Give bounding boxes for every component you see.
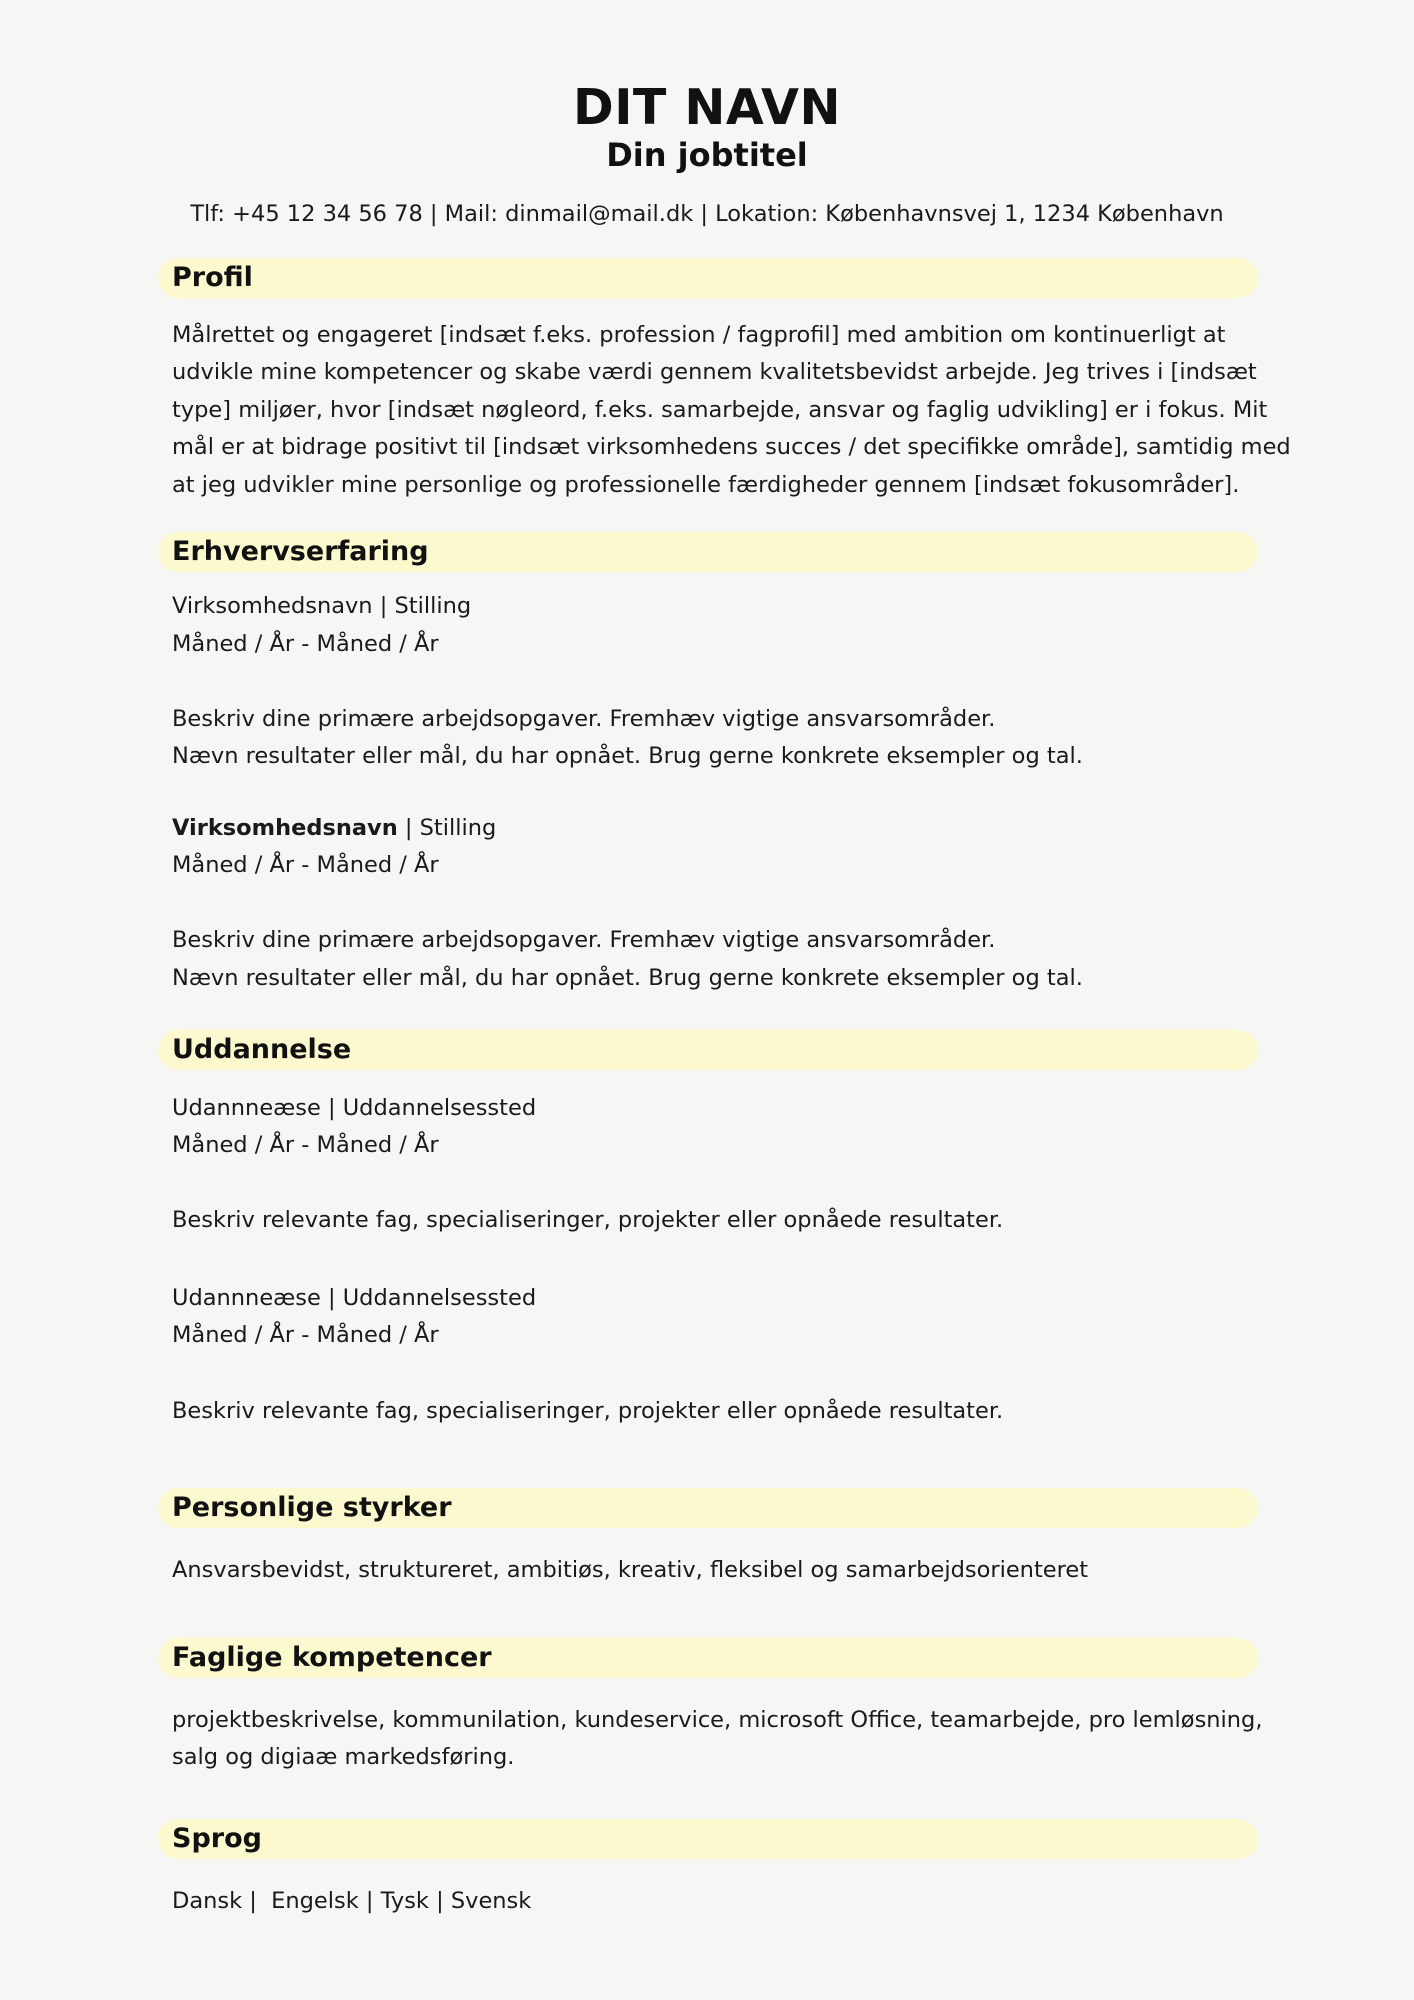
contact-line: Tlf: +45 12 34 56 78 | Mail: dinmail@mail.dk | Lokation: Københavnsvej 1, 1234 København: [190, 201, 1224, 227]
profile-line-3: type] miljøer, hvor [indsæt nøgleord, f.eks. samarbejde, ansvar og faglig udvikling] er i fokus. Mit: [172, 397, 1268, 423]
profile-line-4: mål er at bidrage positivt til [indsæt virksomhedens succes / det specifikke område], samtidig med: [172, 434, 1291, 460]
experience-company: Virksomhedsnavn: [172, 593, 373, 619]
profile-line-1: Målrettet og engageret [indsæt f.eks. profession / fagprofil] med ambition om kontinuerligt at: [172, 322, 1226, 348]
skills-line-1: projektbeskrivelse, kommunilation, kundeservice, microsoft Office, teamarbejde, pro lemløsning,: [172, 1707, 1263, 1733]
experience-entry-2-desc-2: Nævn resultater eller mål, du har opnået. Brug gerne konkrete eksempler og tal.: [172, 965, 1083, 991]
section-header-strengths: [158, 1488, 1258, 1528]
experience-entry-2-period: Måned / År - Måned / År: [172, 852, 439, 878]
education-entry-1-title: Udannneæse | Uddannelsessted: [172, 1095, 537, 1121]
section-title-profile: Profil: [172, 262, 253, 293]
section-title-education: Uddannelse: [172, 1034, 352, 1065]
skills-line-2: salg og digiaæ markedsføring.: [172, 1744, 515, 1770]
strengths-text: Ansvarsbevidst, struktureret, ambitiøs, kreativ, fleksibel og samarbejdsorienteret: [172, 1557, 1089, 1583]
experience-entry-2-title: [172, 810, 1262, 848]
experience-company: Virksomhedsnavn: [172, 815, 398, 841]
section-header-profile: [158, 258, 1258, 298]
education-entry-1-desc: Beskriv relevante fag, specialiseringer, projekter eller opnåede resultater.: [172, 1207, 1004, 1233]
section-title-languages: Sprog: [172, 1823, 262, 1854]
experience-role: Stilling: [394, 593, 472, 619]
education-entry-1-period: Måned / År - Måned / År: [172, 1132, 439, 1158]
section-title-experience: Erhvervserfaring: [172, 536, 429, 567]
section-header-experience: [158, 532, 1258, 572]
experience-entry-1-title: [172, 588, 1262, 626]
languages-text: Dansk | Engelsk | Tysk | Svensk: [172, 1888, 532, 1914]
experience-separator: |: [372, 593, 395, 619]
experience-entry-1-desc-1: Beskriv dine primære arbejdsopgaver. Fremhæv vigtige ansvarsområder.: [172, 706, 996, 732]
section-header-skills: [158, 1638, 1258, 1678]
section-header-education: [158, 1030, 1258, 1070]
profile-line-2: udvikle mine kompetencer og skabe værdi gennem kvalitetsbevidst arbejde. Jeg trives i [indsæt: [172, 359, 1257, 385]
section-header-languages: [158, 1819, 1258, 1859]
education-entry-2-desc: Beskriv relevante fag, specialiseringer, projekter eller opnåede resultater.: [172, 1398, 1004, 1424]
experience-entry-1-period: Måned / År - Måned / År: [172, 631, 439, 657]
section-title-skills: Faglige kompetencer: [172, 1642, 492, 1673]
candidate-name: DIT NAVN: [573, 79, 841, 136]
experience-entry-2-desc-1: Beskriv dine primære arbejdsopgaver. Fremhæv vigtige ansvarsområder.: [172, 927, 996, 953]
section-title-strengths: Personlige styrker: [172, 1492, 452, 1523]
profile-line-5: at jeg udvikler mine personlige og professionelle færdigheder gennem [indsæt fokusområder].: [172, 472, 1240, 498]
education-entry-2-title: Udannneæse | Uddannelsessted: [172, 1285, 537, 1311]
experience-role: Stilling: [419, 815, 497, 841]
experience-entry-1-desc-2: Nævn resultater eller mål, du har opnået. Brug gerne konkrete eksempler og tal.: [172, 743, 1083, 769]
job-title: Din jobtitel: [606, 136, 808, 174]
education-entry-2-period: Måned / År - Måned / År: [172, 1322, 439, 1348]
experience-separator: |: [397, 815, 420, 841]
